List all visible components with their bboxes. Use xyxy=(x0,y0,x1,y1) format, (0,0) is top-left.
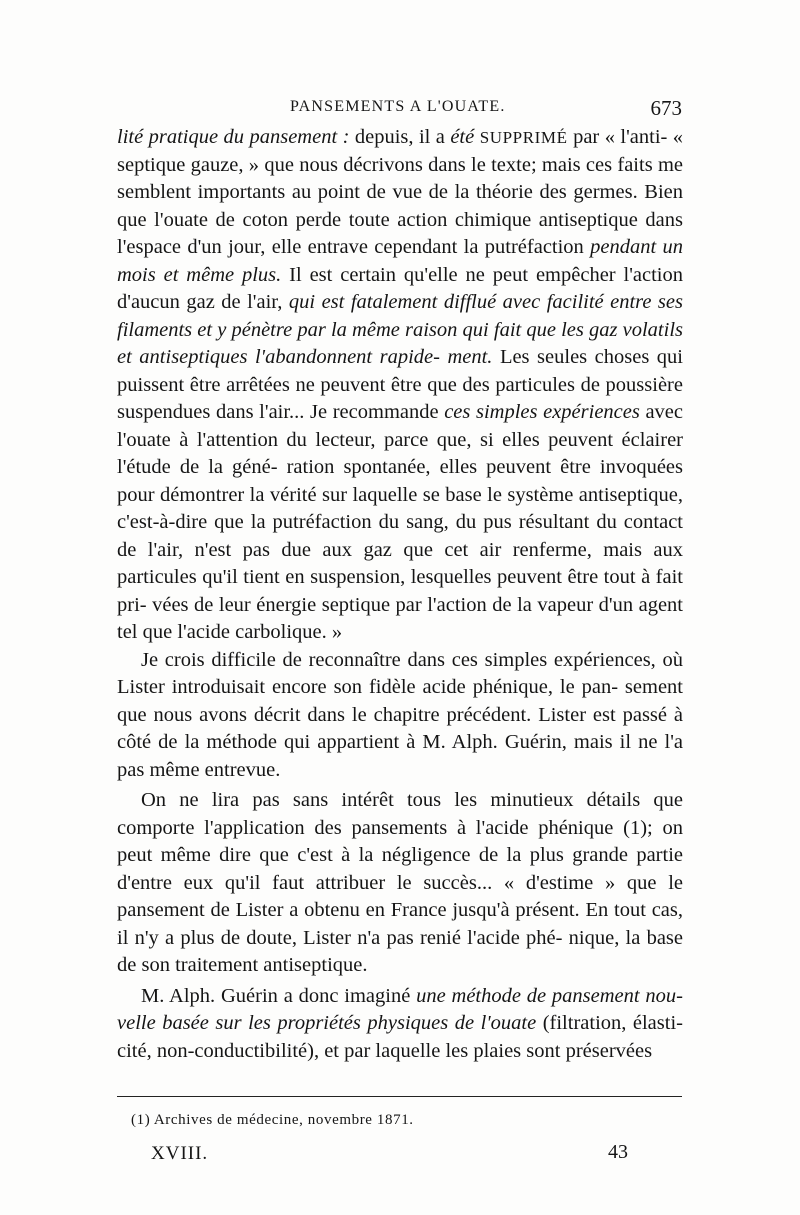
footnote: (1) Archives de médecine, novembre 1871. xyxy=(131,1112,414,1128)
text-segment: depuis, il a xyxy=(349,126,451,148)
running-title: PANSEMENTS A L'OUATE. xyxy=(290,98,506,115)
text-segment: qui est fatalement difflué avec facilité entre ses filaments et y pénètre par la même raison qui fait que les gaz volatils et antiseptiques l'abandonnent rapide- ment. xyxy=(117,291,683,368)
text-segment: (filtration, élasti- cité, non-conductibilité), et par laquelle les plaies sont préservées xyxy=(117,1012,683,1062)
text-segment: pendant un mois et même plus. xyxy=(117,236,683,286)
text-segment: Je crois difficile de reconnaître dans ces simples expériences, où Lister introduisait encore son fidèle acide phénique, le pan- sement que nous avons décrit dans le chapitre précédent. Lister est passé à côté de la méthode qui appartient à M. Alph. Guérin, mais il ne l'a pas même entrevue. xyxy=(117,648,683,781)
text-segment: Les seules choses qui puissent être arrêtées ne peuvent être que des particules de poussière suspendues dans l'air... Je recommande xyxy=(117,346,683,423)
text-segment: Il est certain qu'elle ne peut empêcher l'action d'aucun gaz de l'air, xyxy=(117,263,683,313)
text-segment: M. Alph. Guérin a donc imaginé xyxy=(141,984,417,1007)
paragraph xyxy=(117,647,683,785)
text-segment: été xyxy=(450,126,475,148)
page-number: 673 xyxy=(650,96,682,120)
signature-mark: XVIII. xyxy=(151,1143,209,1164)
sheet-number: 43 xyxy=(608,1141,628,1163)
running-head xyxy=(115,98,682,122)
text-segment: lité pratique du pansement : xyxy=(117,126,350,148)
paragraph xyxy=(117,124,683,647)
text-segment: On ne lira pas sans intérêt tous les minutieux détails que comporte l'application des pansements à l'acide phénique (1); on peut même dire que c'est à la négligence de la plus grande partie d'entre eux qu'il faut attribuer le succès... « d'estime » que le pansement de Lister a obtenu en France jusqu'à présent. En tout cas, il n'y a plus de doute, Lister n'a pas renié l'acide phé- nique, la base de son traitement antiseptique. xyxy=(117,789,683,976)
text-segment: ces simples expériences xyxy=(444,401,640,423)
text-segment: par « l'anti- « septique gauze, » que nous décrivons dans le texte; mais ces faits me semblent importants au point de vue de la théorie des germes. Bien que l'ouate de coton perde toute action chimique antiseptique dans l'espace d'un jour, elle entrave cependant la putréfaction xyxy=(117,126,684,258)
footnote-divider xyxy=(117,1096,682,1097)
body-text xyxy=(117,124,683,1065)
text-segment: une méthode de pansement nou- velle basée sur les propriétés physiques de l'ouate xyxy=(117,984,683,1034)
text-segment: SUPPRIMÉ xyxy=(479,128,568,147)
paragraph xyxy=(117,983,683,1066)
text-segment: avec l'ouate à l'attention du lecteur, parce que, si elles peuvent éclairer l'étude de la géné- ration spontanée, elles peuvent être invoquées pour démontrer la vérité sur laquelle se base le système antiseptique, c'est-à-dire que la putréfaction du sang, du pus résultant du contact de l'air, n'est pas due aux gaz que cet air renferme, mais aux particules qu'il tient en suspension, lesquelles peuvent être tout à fait pri- vées de leur énergie septique par l'action de la vapeur d'un agent tel que l'acide carbolique. » xyxy=(117,401,683,643)
paragraph xyxy=(117,787,683,980)
